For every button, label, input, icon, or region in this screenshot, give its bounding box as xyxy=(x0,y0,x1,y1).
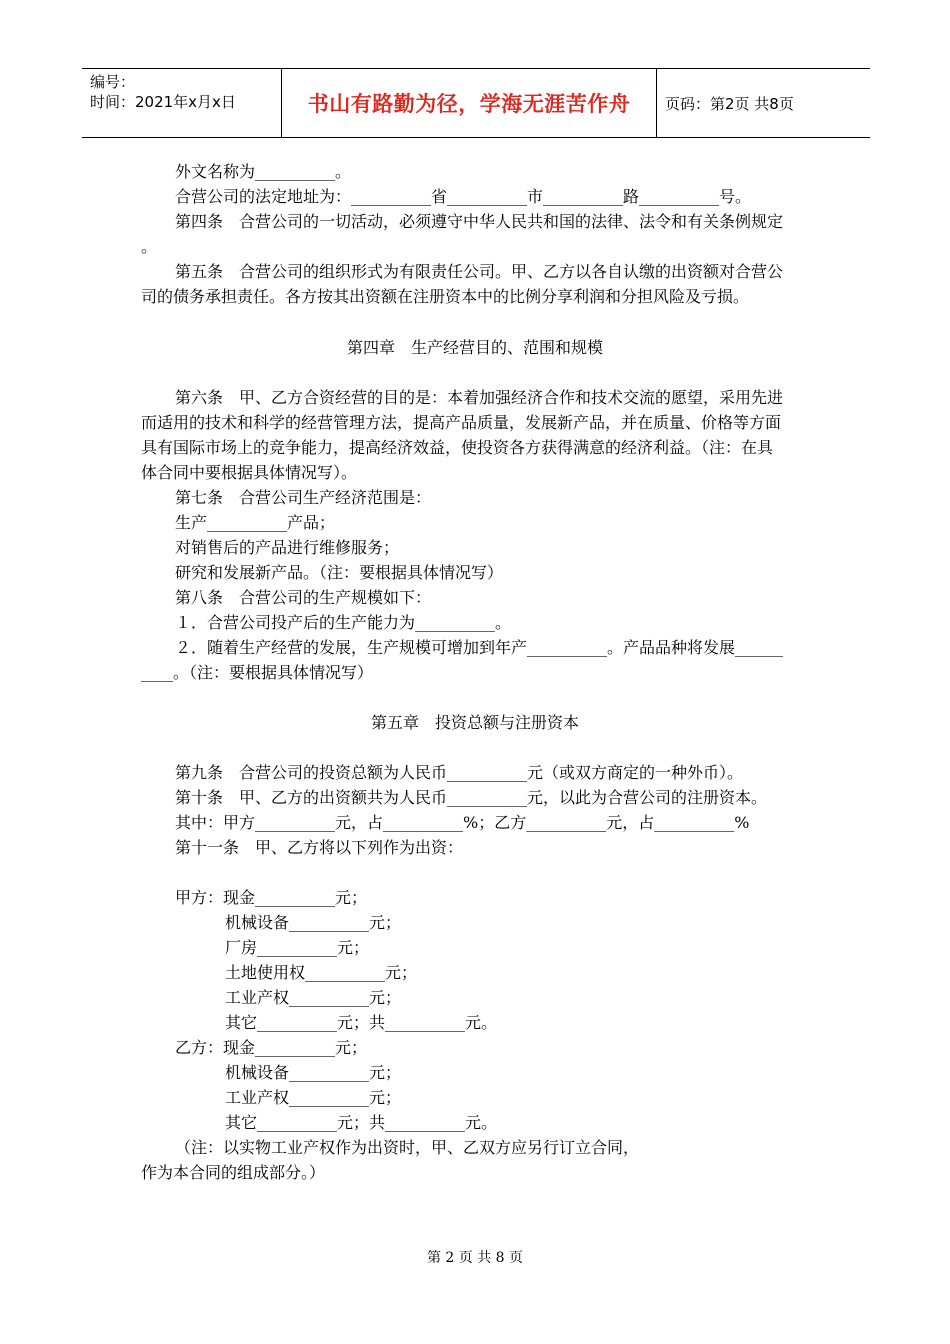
header-info-cell xyxy=(82,69,282,137)
text-line: 其它__________元；共__________元。 xyxy=(225,1113,498,1132)
text-line: 外文名称为__________。 xyxy=(175,162,352,181)
document-number: 编号： xyxy=(90,73,136,91)
text-line: 工业产权__________元； xyxy=(225,1088,402,1107)
text-line: 生产__________产品； xyxy=(175,513,336,532)
text-line: （注：以实物工业产权作为出资时，甲、乙双方应另行订立合同， xyxy=(175,1138,640,1157)
text-line: 体合同中要根据具体情况写）。 xyxy=(141,463,358,482)
text-line: 机械设备__________元； xyxy=(225,1063,402,1082)
text-line: 第九条 合营公司的投资总额为人民币__________元（或双方商定的一种外币）。 xyxy=(175,763,744,782)
text-line: 司的债务承担责任。各方按其出资额在注册资本中的比例分享利润和分担风险及亏损。 xyxy=(141,287,750,306)
text-line: 第六条 甲、乙方合资经营的目的是：本着加强经济合作和技术交流的愿望，采用先进 xyxy=(175,388,784,407)
text-line: 具有国际市场上的竞争能力，提高经济效益，使投资各方获得满意的经济利益。（注：在具 xyxy=(141,438,774,457)
text-line: 厂房__________元； xyxy=(225,938,370,957)
text-line: 工业产权__________元； xyxy=(225,988,402,1007)
page-header xyxy=(82,68,870,138)
text-line: ２．随着生产经营的发展，生产规模可增加到年产__________。产品品种将发展______ xyxy=(175,638,784,657)
text-line: 机械设备__________元； xyxy=(225,913,402,932)
text-line: 。 xyxy=(141,237,158,256)
text-line: ____。（注：要根据具体情况写） xyxy=(141,663,374,682)
text-line: 对销售后的产品进行维修服务； xyxy=(175,538,400,557)
text-line: 第七条 合营公司生产经济范围是： xyxy=(175,488,432,507)
text-line: 合营公司的法定地址为：__________省__________市__________路__________号。 xyxy=(175,187,752,206)
chapter-heading: 第五章 投资总额与注册资本 xyxy=(370,713,579,732)
header-motto: 书山有路勤为径，学海无涯苦作舟 xyxy=(282,69,657,137)
text-line: 土地使用权__________元； xyxy=(225,963,418,982)
text-line: 其它__________元；共__________元。 xyxy=(225,1013,498,1032)
text-line: 第十一条 甲、乙方将以下列作为出资： xyxy=(175,838,464,857)
text-line: 而适用的技术和科学的经营管理方法，提高产品质量，发展新产品，并在质量、价格等方面 xyxy=(141,413,782,432)
text-line: 第四条 合营公司的一切活动，必须遵守中华人民共和国的法律、法令和有关条例规定 xyxy=(175,212,784,231)
header-page-number: 页码：第2页 共8页 xyxy=(665,94,794,113)
page-footer: 第 2 页 共 8 页 xyxy=(426,1250,524,1266)
text-line: 第八条 合营公司的生产规模如下： xyxy=(175,588,432,607)
text-line: 第十条 甲、乙方的出资额共为人民币__________元，以此为合营公司的注册资本。 xyxy=(175,788,768,807)
chapter-heading: 第四章 生产经营目的、范围和规模 xyxy=(346,338,603,357)
text-line: 甲方：现金__________元； xyxy=(175,888,368,907)
text-line: 其中：甲方__________元，占__________%；乙方__________元，占__________% xyxy=(175,813,750,832)
text-line: 作为本合同的组成部分。） xyxy=(141,1163,326,1182)
text-line: 乙方：现金__________元； xyxy=(175,1038,368,1057)
text-line: 第五条 合营公司的组织形式为有限责任公司。甲、乙方以各自认缴的出资额对合营公 xyxy=(175,262,784,281)
document-date: 时间：2021年x月x日 xyxy=(90,93,236,111)
text-line: １．合营公司投产后的生产能力为__________。 xyxy=(175,613,512,632)
text-line: 研究和发展新产品。（注：要根据具体情况写） xyxy=(175,563,504,582)
